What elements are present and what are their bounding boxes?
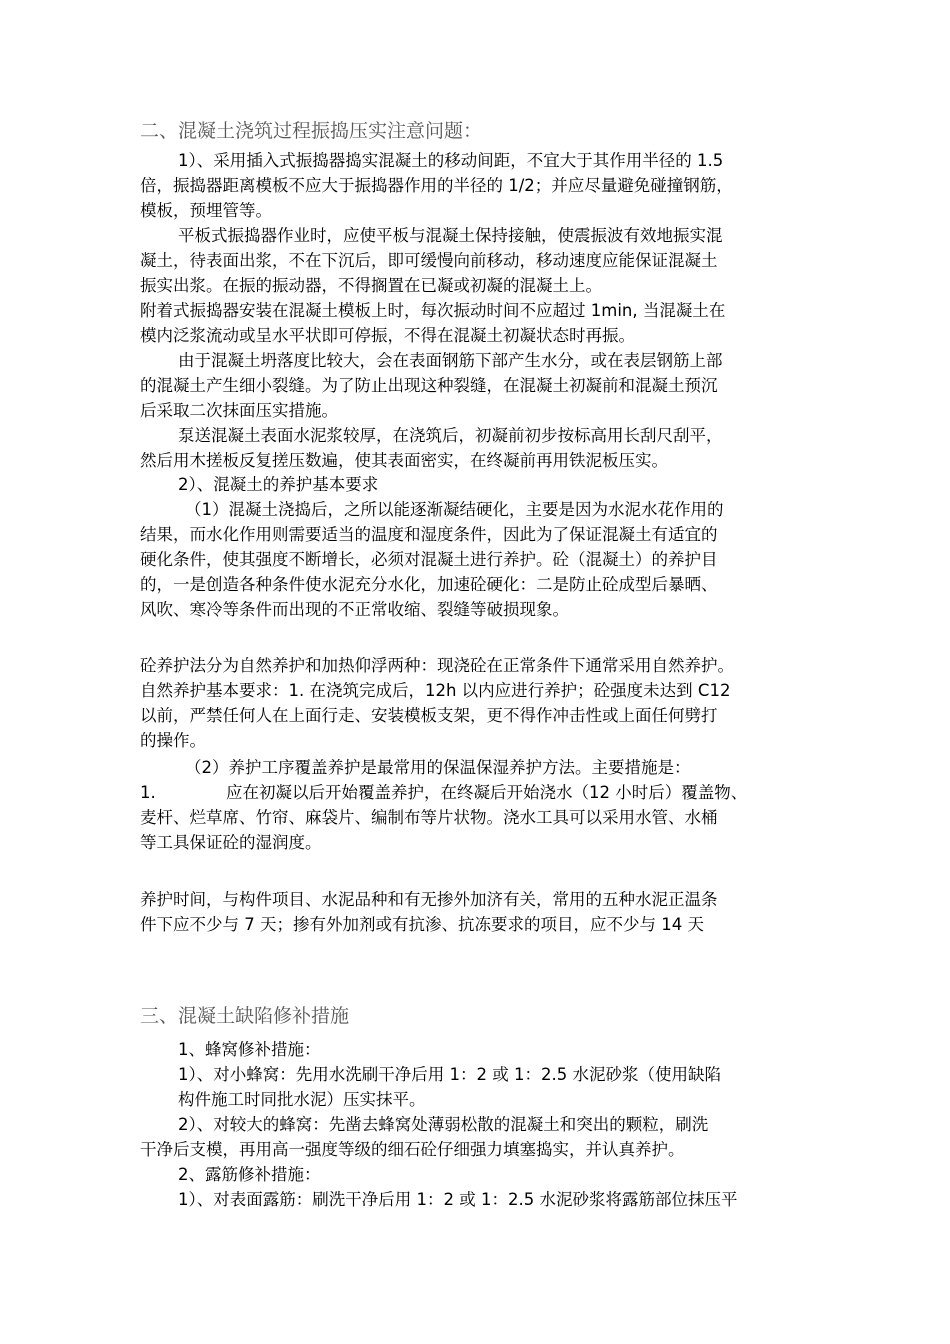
subsection-heading: 2）、混凝土的养护基本要求 — [178, 475, 379, 494]
paragraph-line: 麦杆、烂草席、竹帘、麻袋片、编制布等片状物。浇水工具可以采用水管、水桶 — [140, 808, 718, 827]
paragraph-line: 凝土，待表面出浆，不在下沉后，即可缓慢向前移动，移动速度应能保证混凝土 — [140, 251, 718, 270]
section-3-heading: 三、混凝土缺陷修补措施 — [140, 1005, 350, 1027]
subsection-heading: 2、露筋修补措施： — [178, 1165, 321, 1184]
paragraph-line: 等工具保证砼的湿润度。 — [140, 833, 322, 852]
paragraph-line: 泵送混凝土表面水泥浆较厚，在浇筑后，初凝前初步按标高用长刮尺刮平， — [178, 426, 723, 445]
paragraph-line: 养护时间，与构件项目、水泥品种和有无掺外加济有关，常用的五种水泥正温条 — [140, 890, 718, 909]
paragraph-line: 砼养护法分为自然养护和加热仰浮两种：现浇砼在正常条件下通常采用自然养护。 — [140, 656, 734, 675]
paragraph-line: 1）、采用插入式振捣器捣实混凝土的移动间距，不宜大于其作用半径的 1.5 — [178, 151, 724, 170]
paragraph-line: 风吹、寒冷等条件而出现的不正常收缩、裂缝等破损现象。 — [140, 600, 569, 619]
paragraph-line: 应在初凝以后开始覆盖养护，在终凝后开始浇水（12 小时后）覆盖物、 — [226, 783, 748, 802]
list-number: 1. — [140, 783, 156, 802]
subsection-heading: 1、蜂窝修补措施： — [178, 1040, 321, 1059]
paragraph-line: 的操作。 — [140, 731, 206, 750]
paragraph-line: 的混凝土产生细小裂缝。为了防止出现这种裂缝，在混凝土初凝前和混凝土预沉 — [140, 376, 718, 395]
paragraph-line: 倍，振捣器距离模板不应大于振捣器作用的半径的 1/2；并应尽量避免碰撞钢筋， — [140, 176, 733, 195]
paragraph-line: 件下应不少与 7 天；掺有外加剂或有抗渗、抗冻要求的项目，应不少与 14 天 — [140, 915, 704, 934]
paragraph-line: 后采取二次抹面压实措施。 — [140, 401, 338, 420]
paragraph-line: 干净后支模，再用高一强度等级的细石砼仔细强力填塞捣实，并认真养护。 — [140, 1140, 685, 1159]
paragraph-line: 附着式振捣器安装在混凝土模板上时，每次振动时间不应超过 1min, 当混凝土在 — [140, 301, 726, 320]
paragraph-line: 1）、对表面露筋：刷洗干净后用 1：2 或 1：2.5 水泥砂浆将露筋部位抹压平 — [178, 1190, 738, 1209]
paragraph-line: 然后用木搓板反复搓压数遍，使其表面密实，在终凝前再用铁泥板压实。 — [140, 451, 668, 470]
paragraph-line: 硬化条件，使其强度不断增长，必须对混凝土进行养护。砼（混凝土）的养护目 — [140, 550, 718, 569]
paragraph-line: （2）养护工序覆盖养护是最常用的保温保湿养护方法。主要措施是： — [185, 758, 691, 777]
paragraph-line: 1）、对小蜂窝：先用水洗刷干净后用 1：2 或 1：2.5 水泥砂浆（使用缺陷 — [178, 1065, 721, 1084]
paragraph-line: 2）、对较大的蜂窝：先凿去蜂窝处薄弱松散的混凝土和突出的颗粒，刷洗 — [178, 1115, 709, 1134]
paragraph-line: （1）混凝土浇捣后，之所以能逐渐凝结硬化，主要是因为水泥水花作用的 — [185, 500, 724, 519]
paragraph-line: 自然养护基本要求：1. 在浇筑完成后，12h 以内应进行养护；砼强度未达到 C12 — [140, 681, 731, 700]
paragraph-line: 的，一是创造各种条件使水泥充分水化，加速砼硬化：二是防止砼成型后暴晒、 — [140, 575, 718, 594]
section-2-heading: 二、混凝土浇筑过程振捣压实注意问题： — [140, 120, 483, 142]
paragraph-line: 模内泛浆流动或呈水平状即可停振，不得在混凝土初凝状态时再振。 — [140, 326, 635, 345]
paragraph-line: 以前，严禁任何人在上面行走、安装模板支架，更不得作冲击性或上面任何劈打 — [140, 706, 718, 725]
paragraph-line: 平板式振捣器作业时，应使平板与混凝土保持接触，使震振波有效地振实混 — [178, 226, 723, 245]
paragraph-line: 结果，而水化作用则需要适当的温度和湿度条件，因此为了保证混凝土有适宜的 — [140, 525, 718, 544]
paragraph-line: 由于混凝土坍落度比较大，会在表面钢筋下部产生水分，或在表层钢筋上部 — [178, 351, 723, 370]
paragraph-line: 振实出浆。在振的振动器，不得搁置在已凝或初凝的混凝土上。 — [140, 276, 602, 295]
paragraph-line: 构件施工时同批水泥）压实抹平。 — [178, 1090, 426, 1109]
paragraph-line: 模板，预埋管等。 — [140, 201, 272, 220]
